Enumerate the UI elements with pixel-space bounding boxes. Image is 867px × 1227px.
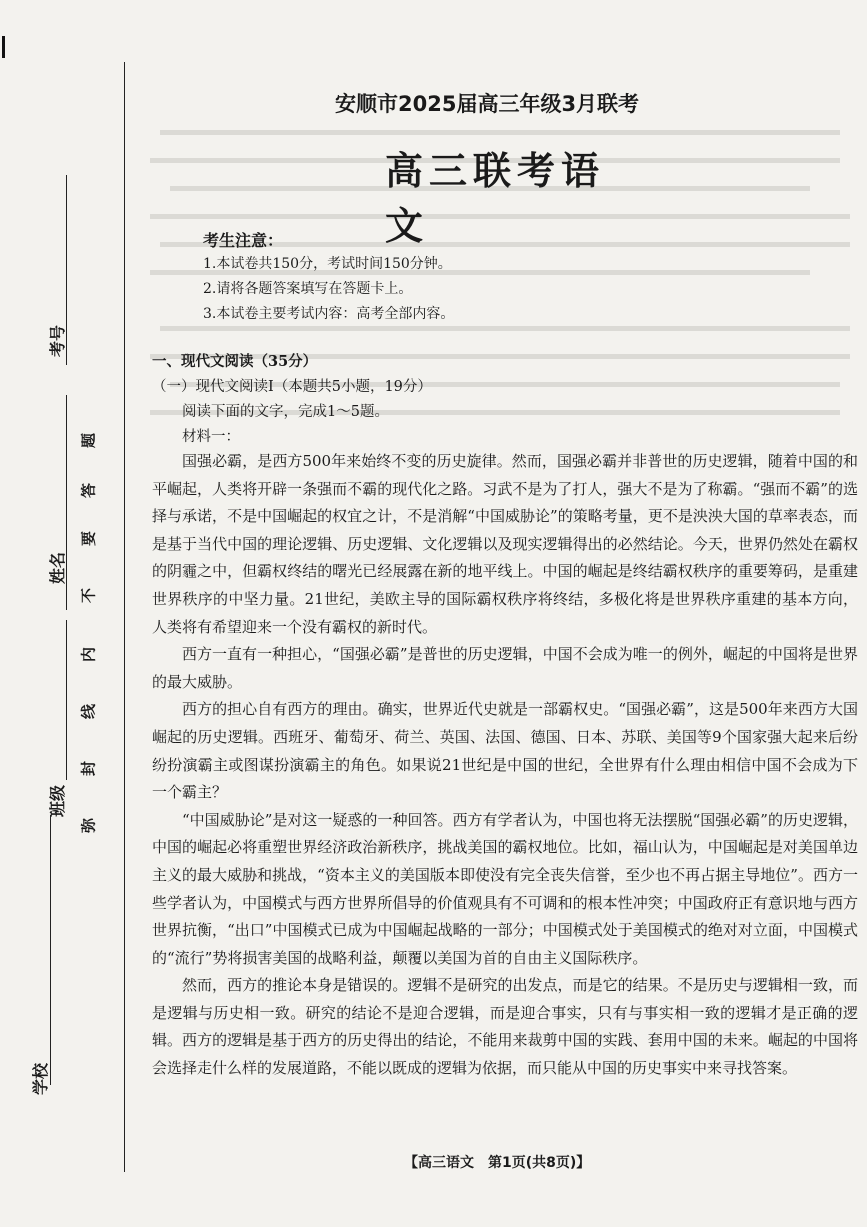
registration-mark <box>2 36 5 58</box>
class-line <box>66 620 67 780</box>
paragraph: 国强必霸，是西方500年来始终不变的历史旋律。然而，国强必霸并非普世的历史逻辑，随着中国的和平崛起，人类将开辟一条强而不霸的现代化之路。习武不是为了打人，强大不是为了称霸。“强而不霸”的选择与承诺，不是中国崛起的权宜之计，不是消解“中国威胁论”的策略考量，更不是泱泱大国的草率表态，而是基于当代中国的理论逻辑、历史逻辑、文化逻辑以及现实逻辑得出的必然结论。今天，世界仍然处在霸权的阴霾之中，但霸权终结的曙光已经展露在新的地平线上。中国的崛起是终结霸权秩序的重要筹码，是重建世界秩序的中坚力量。21世纪，美欧主导的国际霸权秩序将终结，多极化将是世界秩序重建的基本方向，人类将有希望迎来一个没有霸权的新时代。 <box>152 452 858 636</box>
binding-strip <box>0 0 128 1227</box>
notice-item: 1.本试卷共150分，考试时间150分钟。 <box>203 256 452 272</box>
notice-item: 2.请将各题答案填写在答题卡上。 <box>203 281 413 297</box>
seal-char: 要 <box>79 531 98 547</box>
paragraph: 然而，西方的推论本身是错误的。逻辑不是研究的出发点，而是它的结果。不是历史与逻辑相一致，而是逻辑与历史相一致。研究的结论不是迎合逻辑，而是迎合事实，只有与事实相一致的逻辑才是正确的逻辑。西方的逻辑是基于西方的历史得出的结论，不能用来裁剪中国的实践、套用中国的未来。崛起的中国将会选择走什么样的发展道路，不能以既成的逻辑为依据，而只能从中国的历史事实中来寻找答案。 <box>152 976 858 1078</box>
binding-line <box>124 62 125 1172</box>
seal-char: 题 <box>79 433 98 449</box>
seal-char: 线 <box>79 704 98 720</box>
seal-char: 不 <box>79 588 98 604</box>
field-school: 学校 <box>31 1062 50 1095</box>
page-footer: 【高三语文 第1页(共8页)】 <box>404 1155 591 1171</box>
passage <box>152 448 858 1083</box>
seal-char: 答 <box>79 483 98 499</box>
instruction: 阅读下面的文字，完成1～5题。 <box>182 404 389 420</box>
school-line <box>50 815 51 1085</box>
seal-char: 封 <box>79 761 98 777</box>
material-label: 材料一： <box>182 429 240 445</box>
notice-item: 3.本试卷主要考试内容：高考全部内容。 <box>203 306 455 322</box>
subsection-title: （一）现代文阅读Ⅰ（本题共5小题，19分） <box>152 379 432 395</box>
notice-list <box>203 252 454 327</box>
seal-warning <box>74 425 102 845</box>
paragraph: “中国威胁论”是对这一疑惑的一种回答。西方有学者认为，中国也将无法摆脱“国强必霸”的历史逻辑，中国的崛起必将重塑世界经济政治新秩序，挑战美国的霸权地位。比如，福山认为，中国崛起是对美国单边主义的最大威胁和挑战，“资本主义的美国版本即使没有完全丧失信誉，至少也不再占据主导地位”。西方一些学者认为，中国模式与西方世界所倡导的价值观具有不可调和的根本性冲突；中国政府正有意识地与西方世界抗衡，“出口”中国模式已成为中国崛起战略的一部分；中国模式处于美国模式的绝对对立面，中国模式的“流行”势将损害美国的战略利益，颠覆以美国为首的自由主义国际秩序。 <box>152 810 858 967</box>
exam-name: 安顺市2025届高三年级3月联考 <box>335 92 640 116</box>
section-title: 一、现代文阅读（35分） <box>152 353 318 370</box>
notice-title: 考生注意： <box>203 231 284 250</box>
field-class: 班级 <box>48 784 67 817</box>
seal-char: 弥 <box>79 818 98 834</box>
paragraph: 西方的担心自有西方的理由。确实，世界近代史就是一部霸权史。“国强必霸”，这是500年来西方大国崛起的历史逻辑。西班牙、葡萄牙、荷兰、英国、法国、德国、日本、苏联、美国等9个国家强大起来后纷纷扮演霸主或图谋扮演霸主的角色。如果说21世纪是中国的世纪，全世界有什么理由相信中国不会成为下一个霸主？ <box>152 700 858 802</box>
field-name: 姓名 <box>48 551 67 584</box>
subject-title: 高三联考语文 <box>385 149 606 248</box>
seal-char: 内 <box>79 647 98 663</box>
field-exam-number: 考号 <box>48 324 67 357</box>
paragraph: 西方一直有一种担心，“国强必霸”是普世的历史逻辑，中国不会成为唯一的例外，崛起的中国将是世界的最大威胁。 <box>152 645 858 691</box>
